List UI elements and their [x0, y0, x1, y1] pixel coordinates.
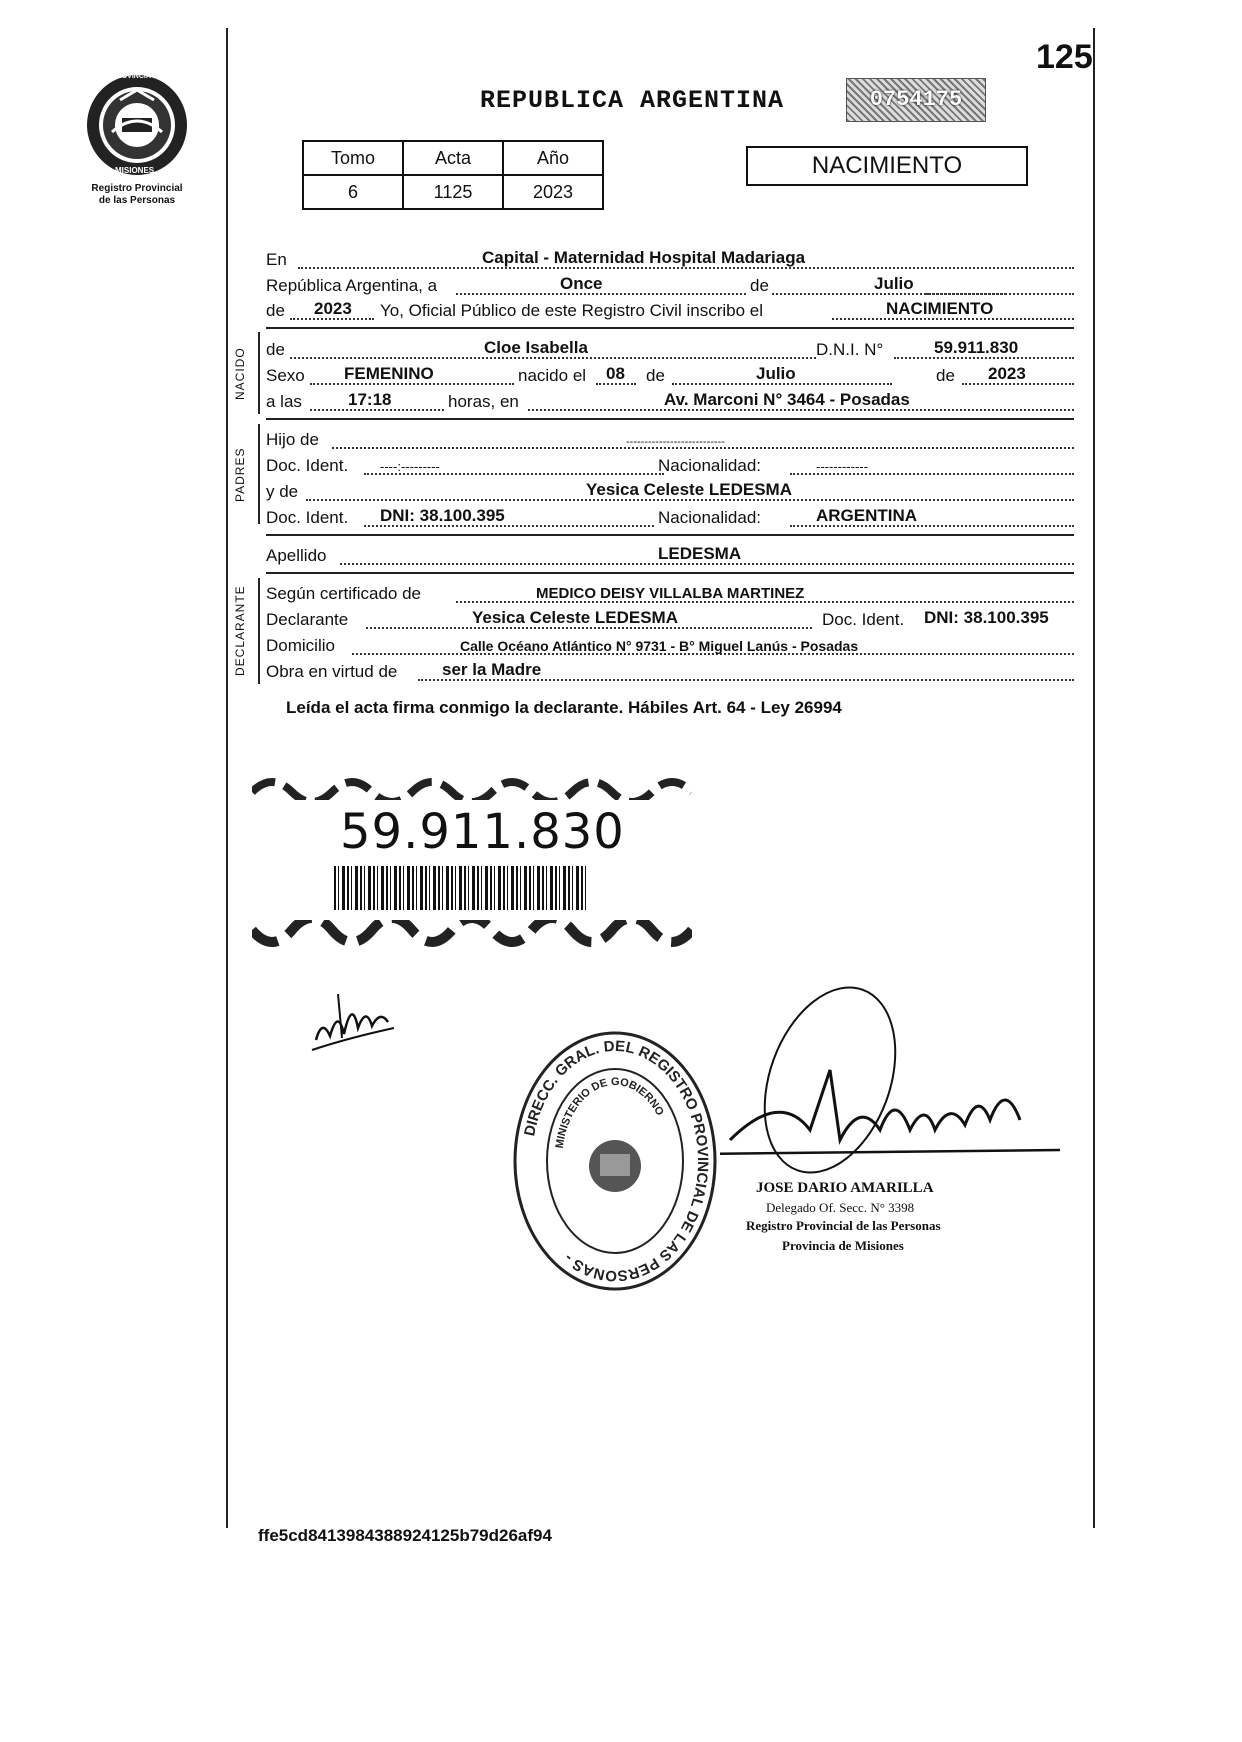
section-rule	[266, 534, 1074, 536]
section-bar-nacido	[258, 332, 260, 414]
record-table	[302, 140, 604, 210]
birth-day-value: 08	[606, 364, 625, 383]
tomo-value: 6	[303, 175, 403, 209]
father-nat-value: ------------	[816, 459, 868, 474]
birth-year-value: 2023	[988, 364, 1026, 383]
label-hijo: Hijo de	[266, 430, 319, 449]
birth-time-value: 17:18	[348, 390, 392, 409]
document-hash: ffe5cd8413984388924125b79d26af94	[258, 1526, 552, 1545]
page-title: REPUBLICA ARGENTINA	[480, 86, 785, 115]
label-de-name: de	[266, 340, 285, 359]
security-stamp	[846, 78, 986, 122]
document-type-box: NACIMIENTO	[746, 146, 1028, 186]
label-obra: Obra en virtud de	[266, 662, 398, 681]
surname-value: LEDESMA	[658, 544, 742, 563]
label-alas: a las	[266, 392, 302, 411]
logo-caption-line2: de las Personas	[98, 195, 176, 206]
section-label-declarante: DECLARANTE	[233, 585, 247, 676]
name-value: Cloe Isabella	[484, 338, 588, 357]
birth-month-value: Julio	[756, 364, 796, 383]
security-pattern-top	[252, 770, 692, 805]
row-father	[266, 428, 1074, 452]
label-nac2: Nacionalidad:	[658, 508, 762, 527]
officer-line2: Registro Provincial de las Personas	[746, 1218, 941, 1233]
label-de-bm: de	[646, 366, 665, 385]
mother-nat-value: ARGENTINA	[816, 506, 918, 525]
misiones-emblem-icon	[82, 70, 192, 180]
label-nac1: Nacionalidad:	[658, 456, 762, 475]
right-margin-line	[1093, 28, 1095, 1528]
acta-value: 1125	[403, 175, 503, 209]
label-de-year: de	[266, 301, 285, 320]
label-de-by: de	[936, 366, 955, 385]
address-value: Calle Océano Atlántico N° 9731 - B° Miguel Lanús - Posadas	[460, 638, 859, 654]
row-mother	[266, 480, 1074, 504]
seal-inner-text: MINISTERIO DE GOBIERNO	[553, 1075, 666, 1150]
place-value: Capital - Maternidad Hospital Madariaga	[482, 248, 806, 267]
declarant-doc-value: DNI: 38.100.395	[924, 608, 1049, 627]
row-name	[266, 338, 1074, 362]
section-bar-declarante	[258, 578, 260, 684]
row-certifier	[266, 582, 1074, 606]
row-surname	[266, 544, 1074, 568]
label-domicilio: Domicilio	[266, 636, 335, 655]
label-dni: D.N.I. N°	[816, 340, 884, 359]
dni-value: 59.911.830	[934, 338, 1019, 357]
father-doc-value: ----:---------	[380, 459, 440, 474]
label-yde: y de	[266, 482, 299, 501]
section-rule	[266, 418, 1074, 420]
sexo-value: FEMENINO	[344, 364, 434, 383]
officer-line1: Delegado Of. Secc. N° 3398	[766, 1200, 915, 1215]
col-anio: Año	[503, 141, 603, 175]
row-father-doc	[266, 454, 1074, 478]
capacity-value: ser la Madre	[442, 660, 542, 679]
act-type-value: NACIMIENTO	[886, 299, 994, 318]
section-rule	[266, 327, 1074, 329]
officer-name: JOSE DARIO AMARILLA	[756, 1180, 934, 1196]
row-date	[266, 274, 1074, 298]
label-doc2: Doc. Ident.	[266, 508, 349, 527]
year-value: 2023	[314, 299, 352, 318]
day-word-value: Once	[560, 274, 603, 293]
label-sexo: Sexo	[266, 366, 305, 385]
declarant-signature	[308, 988, 398, 1063]
security-pattern-bottom	[252, 920, 692, 959]
label-nacido: nacido el	[518, 366, 587, 385]
col-tomo: Tomo	[303, 141, 403, 175]
svg-text:MINISTERIO DE GOBIERNO	[554, 1076, 666, 1149]
seal-outer-text: DIRECC. GRAL. DEL REGISTRO PROVINCIAL DE LAS PERSONAS -	[521, 1037, 712, 1285]
anio-value: 2023	[503, 175, 603, 209]
label-cert: Según certificado de	[266, 584, 421, 603]
row-place	[266, 248, 1074, 272]
label-doc1: Doc. Ident.	[266, 456, 349, 475]
legal-note: Leída el acta firma conmigo la declarante. Hábiles Art. 64 - Ley 26994	[286, 698, 842, 717]
label-apellido: Apellido	[266, 546, 327, 565]
label-de-month: de	[750, 276, 769, 295]
row-capacity	[266, 660, 1074, 684]
row-address	[266, 634, 1074, 658]
label-doc3: Doc. Ident.	[822, 610, 905, 629]
father-name-value: ---------------------------	[626, 436, 725, 448]
barcode	[334, 866, 588, 910]
month-value: Julio	[874, 274, 914, 293]
section-rule	[266, 572, 1074, 574]
section-label-padres: PADRES	[233, 447, 247, 502]
declarant-value: Yesica Celeste LEDESMA	[472, 608, 678, 627]
row-time-place	[266, 390, 1074, 414]
row-declarant	[266, 608, 1074, 632]
row-inscribe	[266, 299, 1074, 323]
label-republica: República Argentina, a	[266, 276, 438, 295]
id-number: 59.911.830	[340, 804, 625, 860]
label-en: En	[266, 250, 287, 269]
mother-doc-value: DNI: 38.100.395	[380, 506, 505, 525]
officer-line3: Provincia de Misiones	[782, 1238, 904, 1253]
logo-caption-line1: Registro Provincial	[91, 183, 183, 194]
col-acta: Acta	[403, 141, 503, 175]
dots	[456, 293, 1006, 295]
logo-ring-text-top: PROVINCIA DE	[112, 73, 163, 80]
official-seal	[510, 1026, 720, 1301]
section-bar-padres	[258, 424, 260, 524]
label-declarante: Declarante	[266, 610, 349, 629]
row-sex-birth	[266, 364, 1074, 388]
label-horas: horas, en	[448, 392, 519, 411]
logo-ring-text-bottom: MISIONES	[115, 166, 155, 175]
mother-name-value: Yesica Celeste LEDESMA	[586, 480, 792, 499]
dots	[926, 293, 1074, 295]
page-number: 125	[1036, 38, 1093, 76]
provincial-registry-logo	[82, 70, 192, 185]
stamp-number: 0754175	[869, 87, 963, 112]
birth-place-value: Av. Marconi N° 3464 - Posadas	[664, 390, 910, 409]
section-label-nacido: NACIDO	[233, 347, 247, 400]
label-inscribo: Yo, Oficial Público de este Registro Civil inscribo el	[380, 301, 763, 320]
left-margin-line	[226, 28, 228, 1528]
row-mother-doc	[266, 506, 1074, 530]
officer-signature	[720, 970, 1070, 1215]
certifier-value: MEDICO DEISY VILLALBA MARTINEZ	[536, 585, 805, 602]
